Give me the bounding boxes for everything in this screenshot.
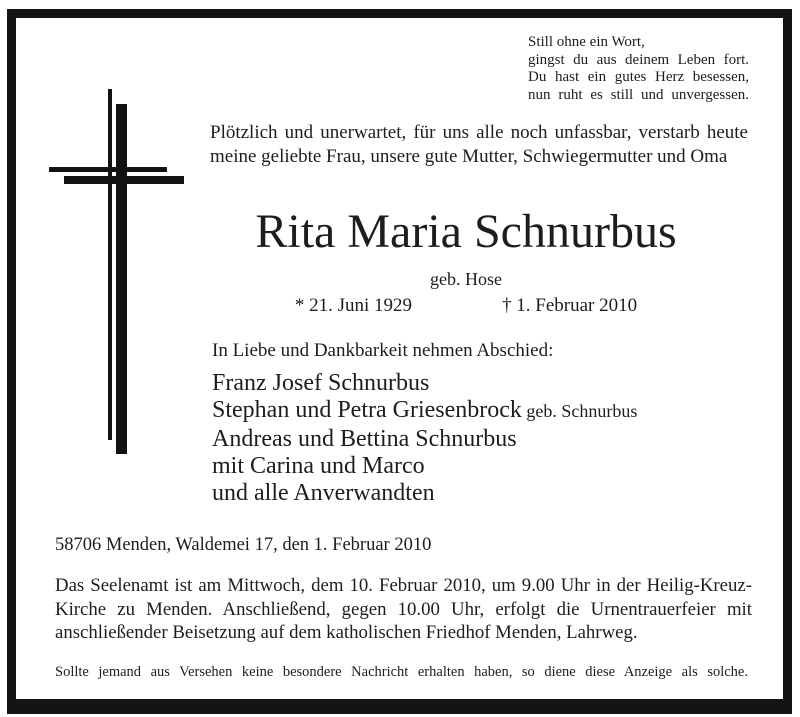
- verse-line: gingst du aus deinem Leben fort.: [528, 51, 749, 68]
- death-date: † 1. Februar 2010: [502, 295, 638, 316]
- footer-note: Sollte jemand aus Versehen keine besondere Nachricht erhalten haben, so diene diese Anzeige als solche.: [55, 664, 748, 680]
- mourners-block: [212, 340, 732, 507]
- mourner-name: und alle Anverwandten: [212, 480, 435, 507]
- cross-thick-horizontal-bar: [64, 176, 184, 184]
- mourner-line: [212, 370, 732, 397]
- birth-date: * 21. Juni 1929: [294, 295, 413, 316]
- intro-paragraph: Plötzlich und unerwartet, für uns alle noch unfassbar, verstarb heute meine geliebte Frau, unsere gute Mutter, Schwiegermutter und Oma: [210, 122, 748, 168]
- verse-line: nun ruht es still und unvergessen.: [528, 86, 749, 103]
- mourner-line: [212, 426, 732, 453]
- deceased-name: Rita Maria Schnurbus: [255, 205, 677, 258]
- mourner-maiden-suffix: geb. Schnurbus: [521, 401, 638, 422]
- mourner-line: [212, 480, 732, 507]
- mourner-name: Andreas und Bettina Schnurbus: [212, 425, 517, 452]
- address-date-line: 58706 Menden, Waldemei 17, den 1. Februar 2010: [55, 535, 432, 555]
- verse-line: Du hast ein gutes Herz besessen,: [528, 69, 749, 86]
- verse-line: Still ohne ein Wort,: [528, 34, 645, 50]
- service-paragraph: Das Seelenamt ist am Mittwoch, dem 10. Februar 2010, um 9.00 Uhr in der Heilig-Kreuz-Kirche zu Menden. Anschließend, gegen 10.00 Uhr, erfolgt die Urnentrauerfeier mit anschließender Beisetzung auf dem katholischen Friedhof Menden, Lahrweg.: [55, 575, 752, 644]
- mourner-name: Stephan und Petra Griesenbrock: [212, 397, 522, 424]
- maiden-name: geb. Hose: [430, 269, 502, 289]
- farewell-heading: In Liebe und Dankbarkeit nehmen Abschied:: [212, 340, 554, 361]
- memorial-verse: [528, 34, 749, 104]
- life-dates: [185, 295, 747, 317]
- mourner-line: [212, 397, 732, 425]
- cross-thick-vertical-bar: [116, 104, 127, 454]
- cross-thin-horizontal-bar: [49, 167, 167, 172]
- mourner-name: Franz Josef Schnurbus: [212, 370, 430, 396]
- cross-thin-vertical-bar: [108, 89, 112, 440]
- mourner-line: [212, 453, 732, 480]
- mourner-name: mit Carina und Marco: [212, 452, 425, 479]
